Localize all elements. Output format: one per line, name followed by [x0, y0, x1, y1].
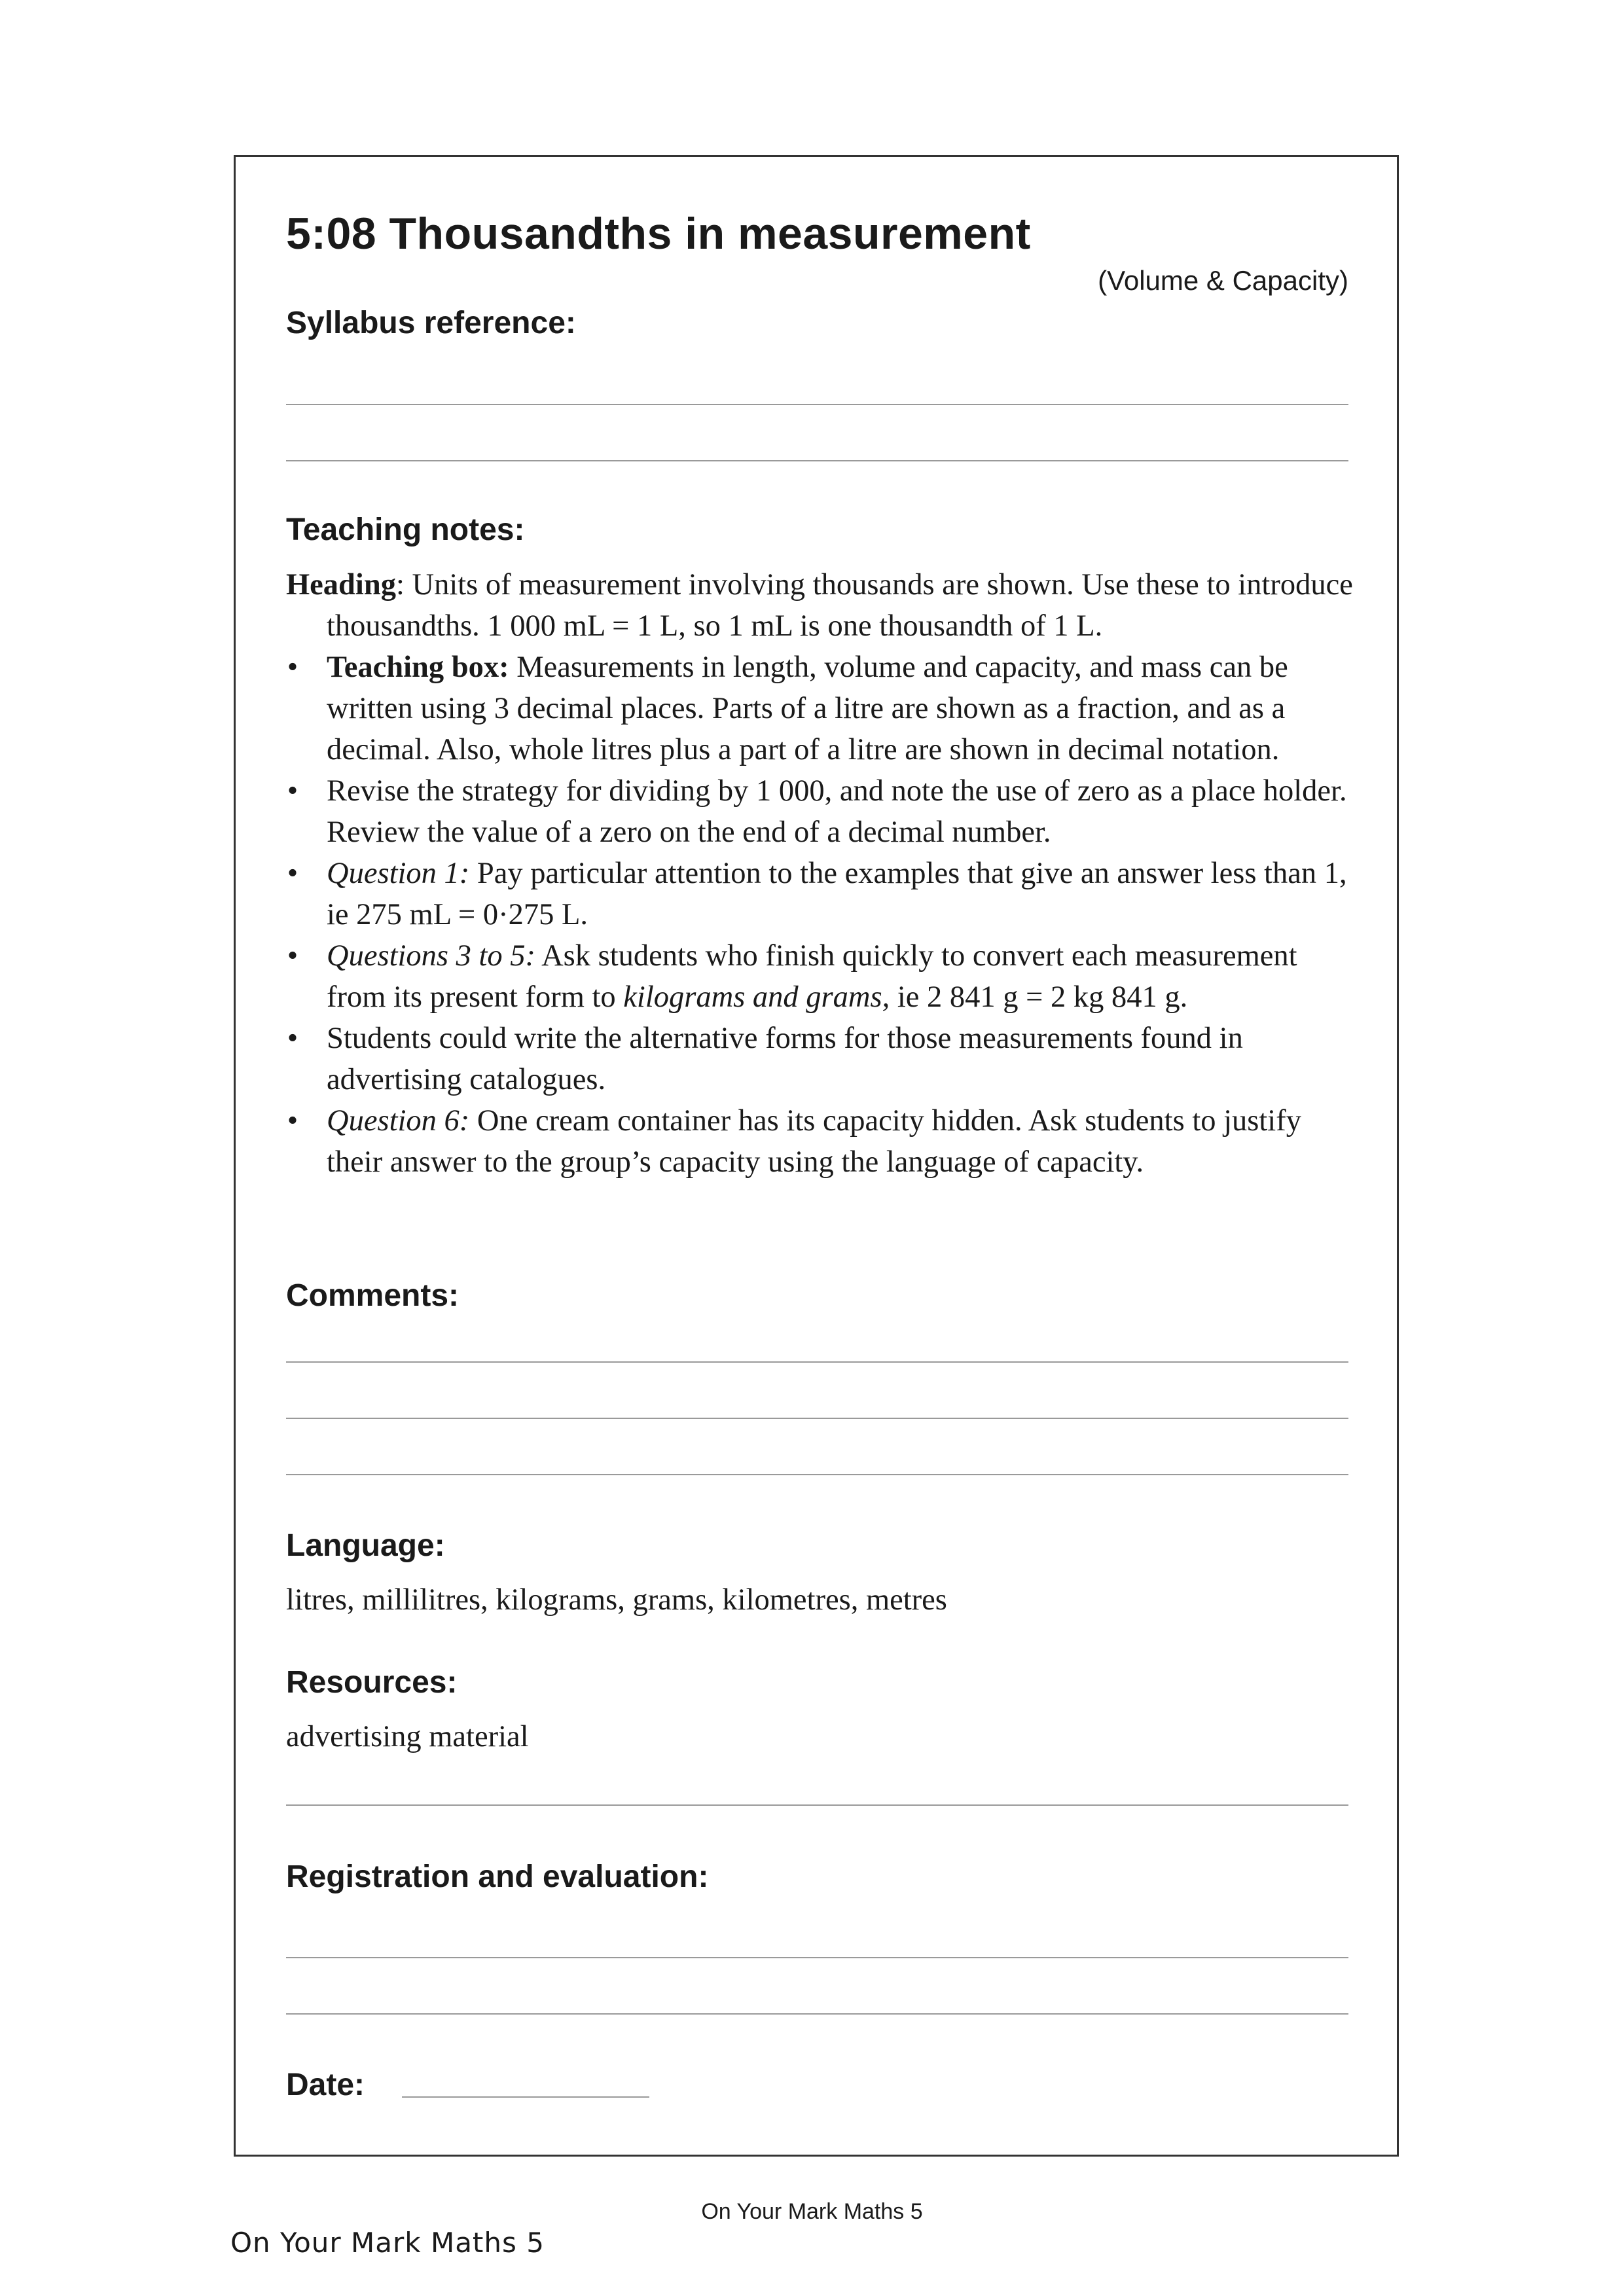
registration-line-1 — [286, 1957, 1348, 1958]
registration-heading: Registration and evaluation: — [286, 1859, 709, 1894]
bullet-icon: • — [287, 1104, 298, 1138]
page-title: 5:08 Thousandths in measurement — [286, 209, 1031, 259]
bullet-icon: • — [287, 1022, 298, 1055]
bullet-icon: • — [287, 857, 298, 890]
syllabus-line-2 — [286, 460, 1348, 461]
note-text: Revise the strategy for dividing by 1 000, and note the use of zero as a place holder. Review the value of a zero on the end of a decimal number. — [327, 774, 1347, 849]
list-item — [286, 1100, 1353, 1183]
registration-line-2 — [286, 2013, 1348, 2015]
note-italic: kilograms and grams, — [623, 980, 890, 1014]
date-label: Date: — [286, 2068, 365, 2102]
resources-line — [286, 1804, 1348, 1806]
resources-heading: Resources: — [286, 1665, 458, 1700]
footer-left: On Your Mark Maths 5 — [230, 2227, 545, 2259]
teaching-notes-body — [286, 564, 1353, 1183]
list-item — [286, 647, 1353, 770]
note-label: Question 1: — [327, 857, 470, 890]
list-item — [286, 1018, 1353, 1100]
notes-list — [286, 647, 1353, 1183]
bullet-icon: • — [287, 651, 298, 684]
language-heading: Language: — [286, 1528, 445, 1563]
language-text: litres, millilitres, kilograms, grams, kilometres, metres — [286, 1583, 947, 1617]
comments-line-1 — [286, 1361, 1348, 1363]
note-heading-text: : Units of measurement involving thousands are shown. Use these to introduce thousandths. 1 000 mL = 1 L, so 1 mL is one thousandth of 1 L. — [327, 568, 1353, 643]
note-text: Students could write the alternative forms for those measurements found in advertising catalogues. — [327, 1022, 1243, 1096]
note-text: One cream container has its capacity hidden. Ask students to justify their answer to the group’s capacity using the language of capacity. — [327, 1104, 1301, 1179]
note-text: Pay particular attention to the examples that give an answer less than 1, ie 275 mL = 0·275 L. — [327, 857, 1347, 931]
note-text: Ask students who finish quickly to convert each measurement from its present form to — [327, 939, 1297, 1014]
list-item — [286, 853, 1353, 935]
note-text: Measurements in length, volume and capacity, and mass can be written using 3 decimal places. Parts of a litre are shown as a fraction, and as a decimal. Also, whole litres plus a part of a litre are shown in decimal notation. — [327, 651, 1288, 766]
topic-subtitle: (Volume & Capacity) — [1098, 265, 1348, 296]
note-label: Questions 3 to 5: — [327, 939, 536, 973]
bullet-icon: • — [287, 939, 298, 973]
resources-text: advertising material — [286, 1720, 529, 1753]
list-item — [286, 770, 1353, 853]
syllabus-line-1 — [286, 404, 1348, 405]
syllabus-heading: Syllabus reference: — [286, 306, 576, 340]
comments-heading: Comments: — [286, 1278, 460, 1313]
teaching-notes-heading: Teaching notes: — [286, 512, 525, 547]
bullet-icon: • — [287, 774, 298, 808]
note-label: Teaching box: — [327, 651, 509, 684]
comments-line-3 — [286, 1474, 1348, 1475]
comments-line-2 — [286, 1418, 1348, 1419]
note-heading-label: Heading — [286, 568, 396, 601]
list-item — [286, 935, 1353, 1018]
note-label: Question 6: — [327, 1104, 470, 1138]
footer-center: On Your Mark Maths 5 — [701, 2199, 923, 2224]
note-text: ie 2 841 g = 2 kg 841 g. — [890, 980, 1188, 1014]
date-line — [402, 2096, 649, 2098]
note-heading — [286, 564, 1353, 647]
